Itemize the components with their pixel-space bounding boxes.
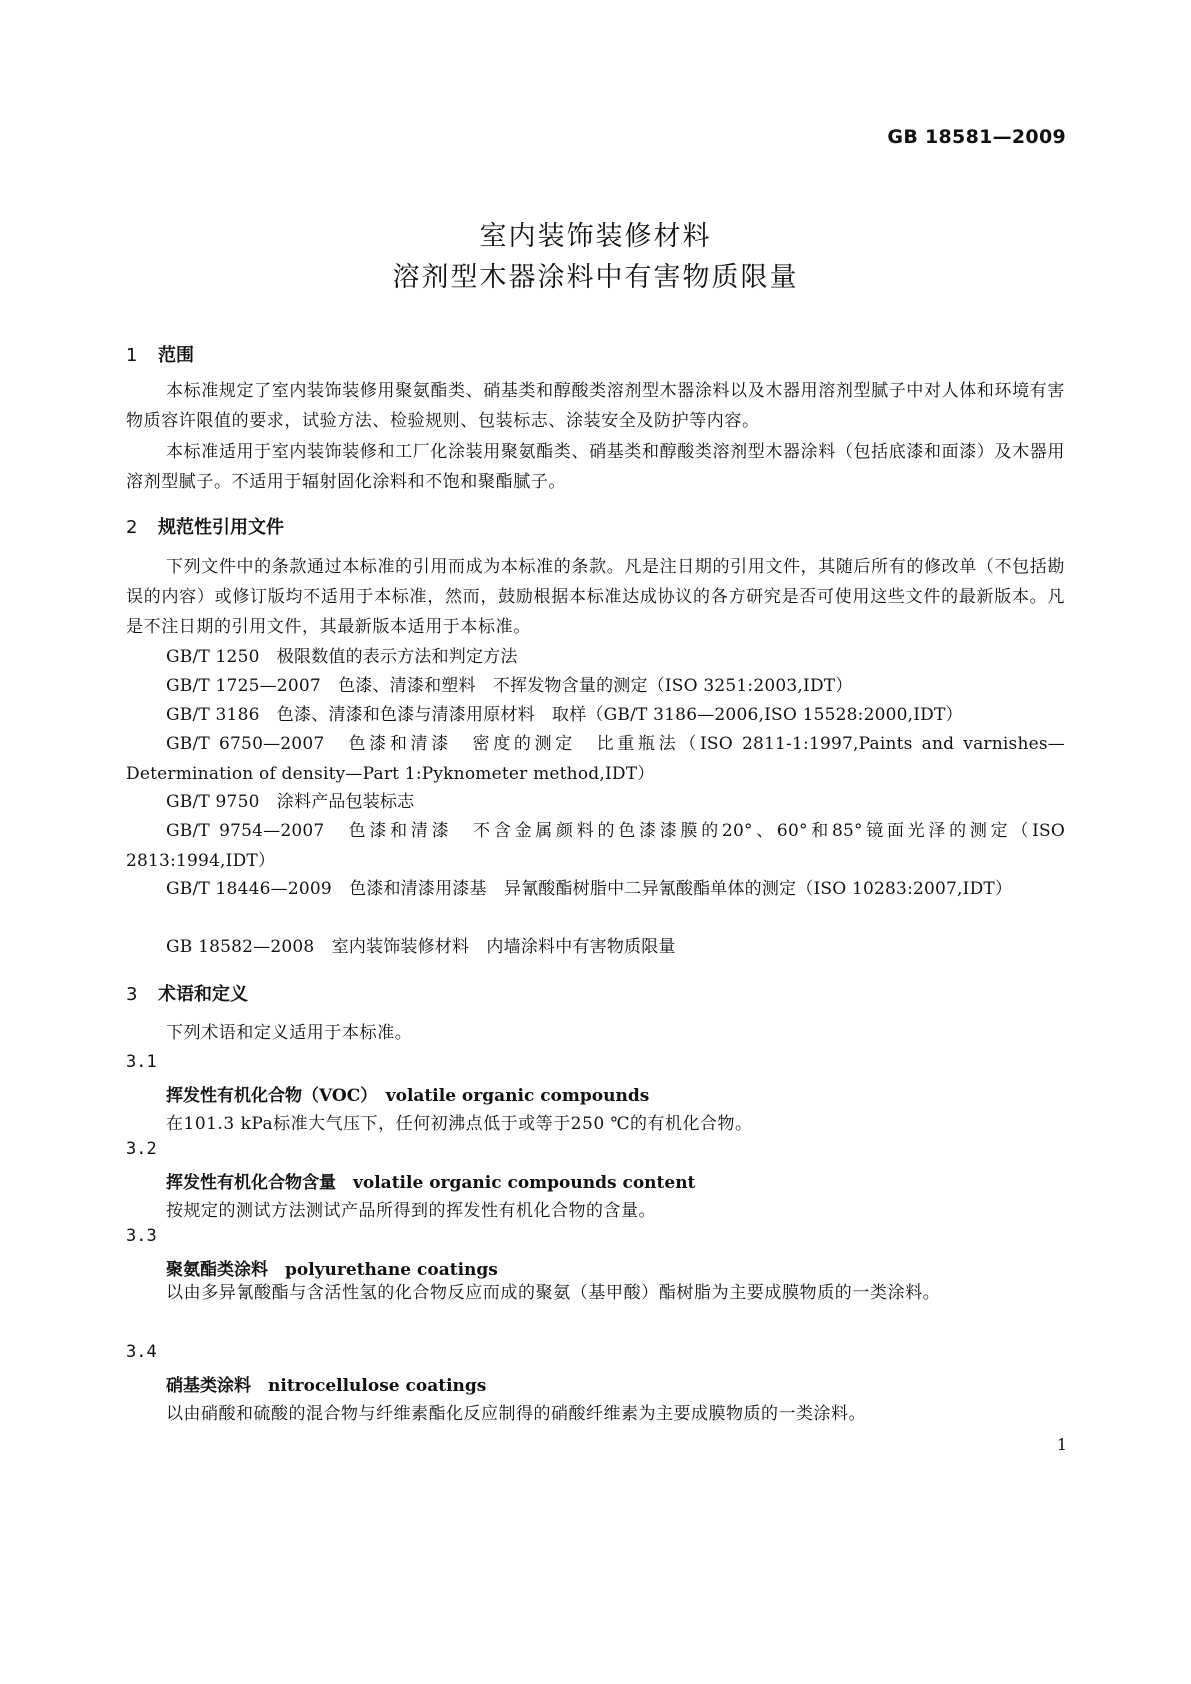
document-title-line-1: 室内装饰装修材料: [479, 221, 712, 252]
term-definition: 在101.3 kPa标准大气压下，任何初沸点低于或等于250 ℃的有机化合物。: [166, 1114, 753, 1134]
term-number: 3.2: [126, 1139, 157, 1159]
term-name: 挥发性有机化合物（VOC） volatile organic compounds: [166, 1086, 650, 1106]
section-number: 1: [126, 345, 138, 366]
section-3-heading: [126, 980, 248, 1006]
page-number: 1: [1056, 1435, 1067, 1454]
terms-intro: 下列术语和定义适用于本标准。: [166, 1023, 413, 1043]
term-definition: 以由硝酸和硫酸的混合物与纤维素酯化反应制得的硝酸纤维素为主要成膜物质的一类涂料。: [166, 1404, 866, 1424]
section-number: 3: [126, 984, 138, 1005]
reference-item: GB/T 18446—2009 色漆和清漆用漆基 异氰酸酯树脂中二异氰酸酯单体的测定（ISO 10283:2007,IDT）: [166, 879, 1013, 899]
normative-references-intro: 下列文件中的条款通过本标准的引用而成为本标准的条款。凡是注日期的引用文件，其随后所有的修改单（不包括勘误的内容）或修订版均不适用于本标准，然而，鼓励根据本标准达成协议的各方研究是否可使用这些文件的最新版本。凡是不注日期的引用文件，其最新版本适用于本标准。: [126, 557, 1065, 637]
reference-item: GB/T 6750—2007 色漆和清漆 密度的测定 比重瓶法（ISO 2811-1:1997,Paints and varnishes—Determination of density—Part 1:Pyknometer method,IDT）: [126, 734, 1065, 784]
reference-item: GB/T 9754—2007 色漆和清漆 不含金属颜料的色漆漆膜的20°、60°和85°镜面光泽的测定（ISO 2813:1994,IDT）: [126, 821, 1065, 871]
reference-item: GB/T 3186 色漆、清漆和色漆与清漆用原材料 取样（GB/T 3186—2006,ISO 15528:2000,IDT）: [166, 705, 963, 725]
term-definition: 按规定的测试方法测试产品所得到的挥发性有机化合物的含量。: [166, 1201, 656, 1221]
section-2-heading: [126, 513, 284, 539]
section-number: 2: [126, 517, 138, 538]
term-number: 3.1: [126, 1052, 157, 1072]
scope-paragraph-1: 本标准规定了室内装饰装修用聚氨酯类、硝基类和醇酸类溶剂型木器涂料以及木器用溶剂型腻子中对人体和环境有害物质容许限值的要求，试验方法、检验规则、包装标志、涂装安全及防护等内容。: [126, 381, 1065, 431]
term-name: 硝基类涂料 nitrocellulose coatings: [166, 1376, 487, 1396]
term-number: 3.4: [126, 1342, 157, 1362]
term-name: 挥发性有机化合物含量 volatile organic compounds content: [166, 1173, 696, 1193]
section-title: 范围: [158, 345, 194, 366]
term-number: 3.3: [126, 1226, 157, 1246]
term-definition: 以由多异氰酸酯与含活性氢的化合物反应而成的聚氨（基甲酸）酯树脂为主要成膜物质的一类涂料。: [166, 1283, 941, 1303]
scope-paragraph-2: 本标准适用于室内装饰装修和工厂化涂装用聚氨酯类、硝基类和醇酸类溶剂型木器涂料（包括底漆和面漆）及木器用溶剂型腻子。不适用于辐射固化涂料和不饱和聚酯腻子。: [126, 442, 1065, 492]
term-name: 聚氨酯类涂料 polyurethane coatings: [166, 1260, 498, 1280]
document-title-line-2: 溶剂型木器涂料中有害物质限量: [392, 262, 799, 293]
reference-item: GB/T 1725—2007 色漆、清漆和塑料 不挥发物含量的测定（ISO 3251:2003,IDT）: [166, 676, 853, 696]
reference-item: GB/T 9750 涂料产品包装标志: [166, 792, 415, 812]
section-title: 规范性引用文件: [158, 517, 284, 538]
reference-item: GB 18582—2008 室内装饰装修材料 内墙涂料中有害物质限量: [166, 937, 676, 957]
section-1-heading: [126, 341, 194, 367]
reference-item: GB/T 1250 极限数值的表示方法和判定方法: [166, 647, 518, 667]
standard-number: GB 18581—2009: [887, 126, 1066, 148]
section-title: 术语和定义: [158, 984, 248, 1005]
